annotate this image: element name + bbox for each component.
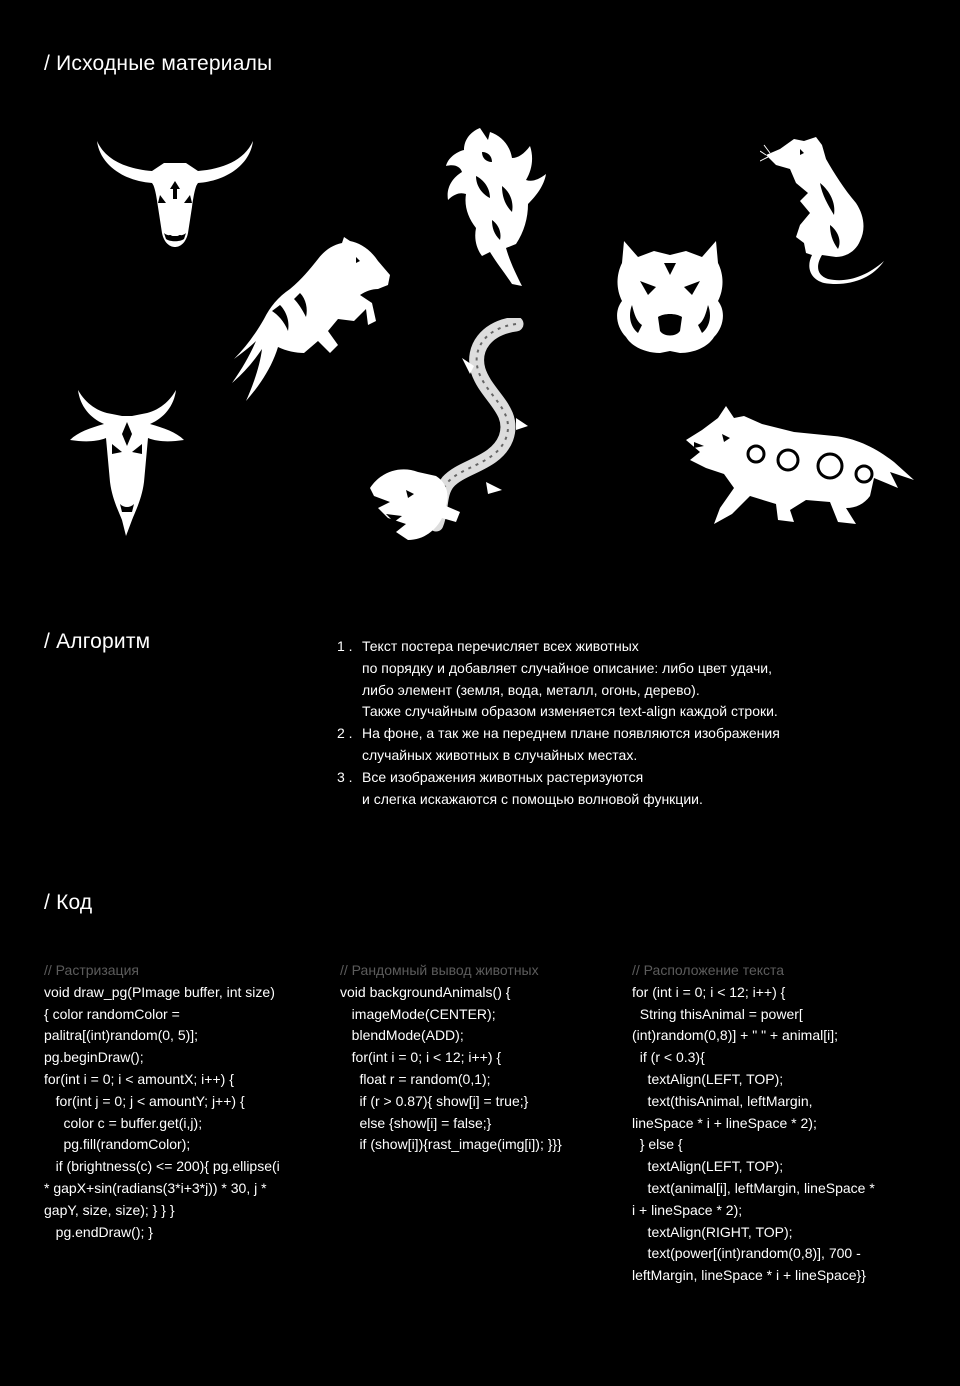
code-line: for (int i = 0; i < 12; i++) { (632, 983, 786, 1000)
step-text: Также случайным образом изменяется text-align каждой строки. (362, 703, 778, 720)
code-line: void draw_pg(PImage buffer, int size) (44, 983, 275, 1000)
section-title-materials: / Исходные материалы (44, 52, 273, 75)
code-block-text-layout (632, 960, 932, 1287)
code-line: palitra[(int)random(0, 5)]; (44, 1027, 199, 1044)
section-title-algorithm: / Алгоритм (44, 630, 151, 653)
code-line: if (brightness(c) <= 200){ pg.ellipse(i (44, 1158, 280, 1175)
step-text: Все изображения животных растеризуются (362, 768, 644, 785)
code-line: color c = buffer.get(i,j); (44, 1114, 203, 1131)
rat-icon (760, 133, 898, 285)
boar-icon (614, 235, 726, 355)
code-line: textAlign(RIGHT, TOP); (632, 1223, 793, 1240)
rooster-icon (440, 124, 552, 290)
algorithm-step (337, 767, 937, 811)
algorithm-step (337, 636, 937, 723)
step-text: либо элемент (земля, вода, металл, огонь, дерево). (362, 681, 700, 698)
algorithm-step (337, 723, 937, 767)
code-line: i + lineSpace * 2); (632, 1201, 743, 1218)
code-line: for(int i = 0; i < 12; i++) { (340, 1049, 502, 1066)
code-comment: // Растризация (44, 962, 139, 978)
code-line: if (show[i]){rast_image(img[i]); }}} (340, 1136, 562, 1153)
code-line: if (r < 0.3){ (632, 1049, 705, 1066)
code-line: pg.fill(randomColor); (44, 1136, 191, 1153)
code-line: textAlign(LEFT, TOP); (632, 1158, 784, 1175)
dragon-icon (366, 318, 530, 544)
code-line: for(int i = 0; i < amountX; i++) { (44, 1070, 234, 1087)
code-line: } else { (632, 1136, 683, 1153)
step-number: 3 . (337, 768, 353, 785)
algorithm-list (337, 636, 937, 810)
code-line: String thisAnimal = power[ (632, 1005, 803, 1022)
code-line: if (r > 0.87){ show[i] = true;} (340, 1092, 529, 1109)
code-line: void backgroundAnimals() { (340, 983, 511, 1000)
code-line: (int)random(0,8)] + " " + animal[i]; (632, 1027, 839, 1044)
code-line: pg.beginDraw(); (44, 1049, 144, 1066)
step-text: и слегка искажаются с помощью волновой функции. (362, 790, 703, 807)
code-line: leftMargin, lineSpace * i + lineSpace}} (632, 1267, 866, 1284)
step-number: 2 . (337, 725, 353, 742)
wolf-icon (684, 404, 916, 526)
section-title-code: / Код (44, 891, 93, 914)
step-text: На фоне, а так же на переднем плане появляются изображения (362, 725, 780, 742)
code-line: text(thisAnimal, leftMargin, (632, 1092, 813, 1109)
code-line: for(int j = 0; j < amountY; j++) { (44, 1092, 245, 1109)
code-line: float r = random(0,1); (340, 1070, 491, 1087)
code-line: gapY, size, size); } } } (44, 1201, 175, 1218)
code-line: imageMode(CENTER); (340, 1005, 496, 1022)
code-line: text(animal[i], leftMargin, lineSpace * (632, 1179, 875, 1196)
code-block-rasterization (44, 960, 329, 1243)
code-line: text(power[(int)random(0,8)], 700 - (632, 1245, 861, 1262)
code-line: lineSpace * i + lineSpace * 2); (632, 1114, 817, 1131)
code-line: pg.endDraw(); } (44, 1223, 153, 1240)
code-line: { color randomColor = (44, 1005, 180, 1022)
step-text: Текст постера перечисляет всех животных (362, 638, 639, 654)
code-block-random-animals (340, 960, 620, 1156)
code-line: * gapX+sin(radians(3*i+3*j)) * 30, j * (44, 1179, 267, 1196)
code-line: textAlign(LEFT, TOP); (632, 1070, 784, 1087)
goat-icon (70, 386, 186, 538)
code-line: else {show[i] = false;} (340, 1114, 492, 1131)
step-text: случайных животных в случайных местах. (362, 746, 638, 763)
step-number: 1 . (337, 638, 353, 654)
step-text: по порядку и добавляет случайное описание: либо цвет удачи, (362, 659, 772, 676)
code-comment: // Рандомный вывод животных (340, 962, 539, 978)
code-comment: // Расположение текста (632, 962, 785, 978)
code-line: blendMode(ADD); (340, 1027, 464, 1044)
